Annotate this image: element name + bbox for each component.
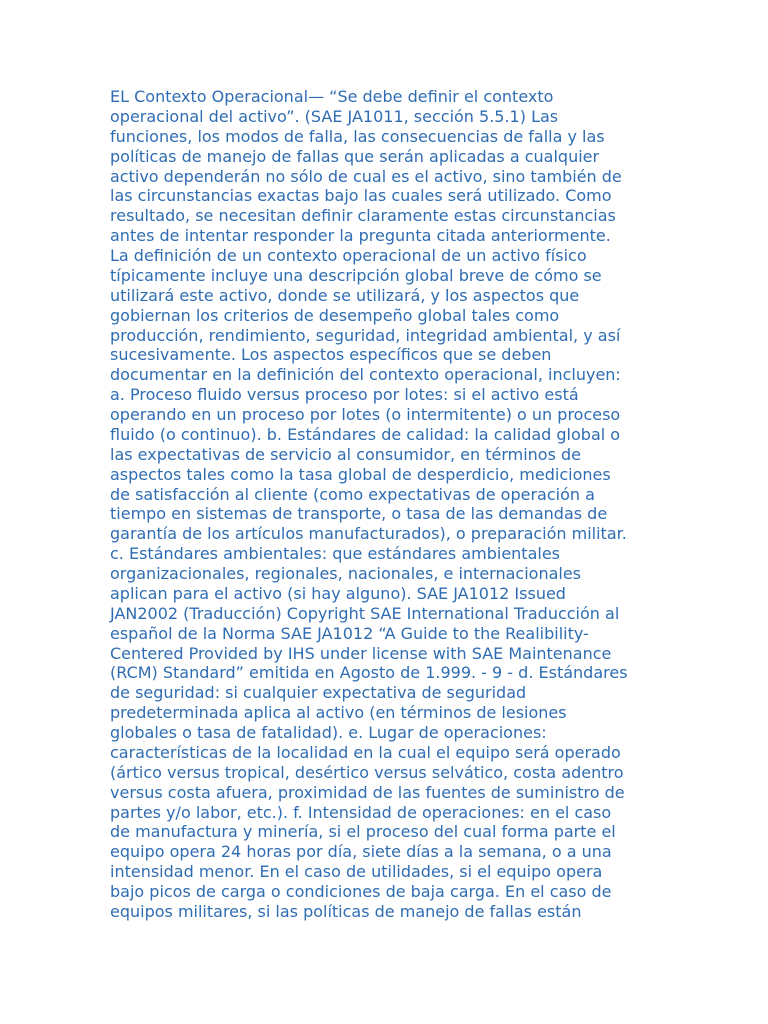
text-line: documentar en la definición del contexto operacional, incluyen: [110,365,621,385]
text-line: aplican para el activo (si hay alguno). SAE JA1012 Issued [110,583,566,603]
text-line: características de la localidad en la cual el equipo será operado [110,742,621,762]
text-line: aspectos tales como la tasa global de desperdicio, mediciones [110,464,611,484]
text-line: garantía de los artículos manufacturados), o preparación militar. [110,524,627,544]
text-line: c. Estándares ambientales: que estándares ambientales [110,544,560,564]
text-line: equipos militares, si las políticas de manejo de fallas están [110,901,582,921]
text-line: Centered Provided by IHS under license with SAE Maintenance [110,643,612,663]
text-line: las expectativas de servicio al consumidor, en términos de [110,444,581,464]
text-line: de satisfacción al cliente (como expectativas de operación a [110,484,595,504]
text-line: sucesivamente. Los aspectos específicos que se deben [110,345,552,365]
text-line: (RCM) Standard” emitida en Agosto de 1.999. - 9 - d. Estándares [110,663,628,683]
text-line: las circunstancias exactas bajo las cuales será utilizado. Como [110,186,612,206]
text-line: de manufactura y minería, si el proceso del cual forma parte el [110,822,616,842]
text-line: políticas de manejo de fallas que serán aplicadas a cualquier [110,146,600,166]
text-line: operacional del activo”. (SAE JA1011, sección 5.5.1) Las [110,106,559,126]
text-line: globales o tasa de fatalidad). e. Lugar de operaciones: [110,723,547,742]
text-line: tiempo en sistemas de transporte, o tasa de las demandas de [110,504,608,524]
text-line: JAN2002 (Traducción) Copyright SAE International Traducción al [110,603,620,623]
text-line: funciones, los modos de falla, las consecuencias de falla y las [110,126,605,146]
text-line: partes y/o labor, etc.). f. Intensidad de operaciones: en el caso [110,802,612,822]
text-line: resultado, se necesitan definir claramente estas circunstancias [110,206,616,226]
text-line: a. Proceso fluido versus proceso por lotes: si el activo está [110,385,579,405]
text-line: español de la Norma SAE JA1012 “A Guide to the Realibility- [110,623,589,643]
text-line: equipo opera 24 horas por día, siete días a la semana, o a una [110,842,612,862]
text-line: de seguridad: si cualquier expectativa de seguridad [110,683,527,703]
text-line: versus costa afuera, proximidad de las fuentes de suministro de [110,782,625,802]
document-body [110,87,628,922]
text-line: (ártico versus tropical, desértico versus selvático, costa adentro [110,762,624,782]
text-line: operando en un proceso por lotes (o intermitente) o un proceso [110,405,621,424]
text-line: fluido (o continuo). b. Estándares de calidad: la calidad global o [110,424,621,444]
text-line: predeterminada aplica al activo (en términos de lesiones [110,703,567,723]
text-line: típicamente incluye una descripción global breve de cómo se [110,265,602,285]
text-line: antes de intentar responder la pregunta citada anteriormente. [110,226,611,246]
text-line: utilizará este activo, donde se utilizará, y los aspectos que [110,285,580,305]
text-line: producción, rendimiento, seguridad, integridad ambiental, y así [110,325,621,345]
text-line: organizacionales, regionales, nacionales, e internacionales [110,564,582,583]
text-line: La definición de un contexto operacional de un activo físico [110,246,587,265]
text-line: activo dependerán no sólo de cual es el activo, sino también de [110,166,622,186]
text-line: EL Contexto Operacional— “Se debe definir el contexto [110,87,554,106]
text-line: bajo picos de carga o condiciones de baja carga. En el caso de [110,882,612,901]
text-line: gobiernan los criterios de desempeño global tales como [110,305,560,325]
text-line: intensidad menor. En el caso de utilidades, si el equipo opera [110,862,603,882]
